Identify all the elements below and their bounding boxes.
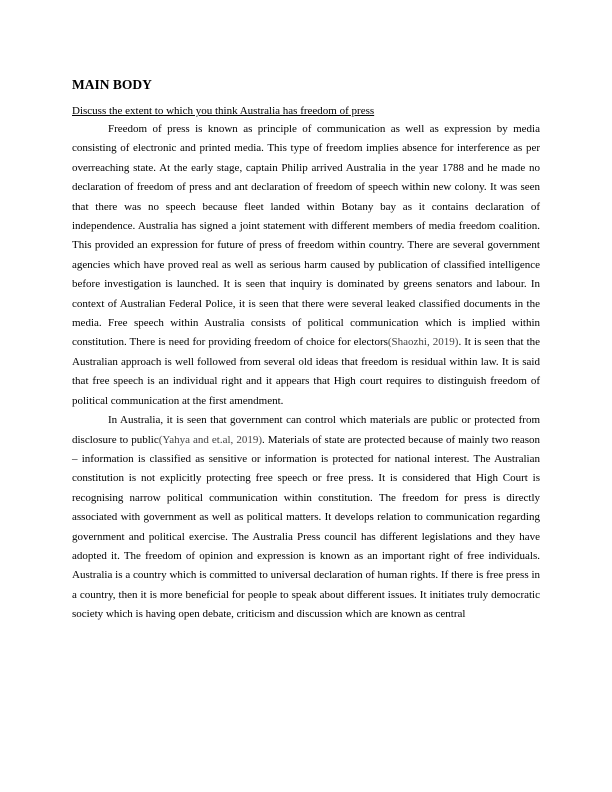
question-subtitle: Discuss the extent to which you think Australia has freedom of press (72, 105, 375, 117)
citation: (Shaozhi, 2019) (387, 336, 459, 349)
paragraph-text: Freedom of press is known as principle of communication as well as expression by media consisting of electronic and printed media. This type of freedom implies absence for interference as per overreaching state. At the early stage, captain Philip arrived Australia in the year 1788 and he made no declaration of freedom of press and ant declaration of freedom of speech within new colony. It was seen that there was no speech because fleet landed within Botany bay as it contains declaration of independence. Australia has signed a joint statement with different members of media freedom coalition. This provided an expression for future of press of freedom within country. There are several government agencies which have proved real as well as serious harm caused by publication of classified intelligence before investigation is launched. It is seen that inquiry is dominated by greens senators and labour. In context of Australian Federal Police, it is seen that there were several leaked classified documents in the media. Free speech within Australia consists of political communication which is implied within constitution. There is need for providing freedom of choice for electors (72, 123, 540, 349)
paragraph-text: . It is seen that the Australian approach is well followed from several old ideas that freedom is residual within law. It is said that free speech is an individual right and it appears that High court requires to distinguish freedom of political communication at the first amendment. (72, 336, 541, 407)
paragraph-text: . Materials of state are protected because of mainly two reason – information is classified as sensitive or information is protected for national interest. The Australian constitution is not explicitly protecting free speech or free press. It is considered that High Court is recognising narrow political communication within constitution. The freedom for press is directly associated with government as well as political matters. It develops relation to communication regarding government and political exercise. The Australia Press council has different legislations and they have adopted it. The freedom of opinion and expression is known as an important right of free individuals. Australia is a country which is committed to universal declaration of human rights. If there is free press in a country, then it is more beneficial for people to speak about different issues. It initiates truly democratic society which is having open debate, criticism and discussion which are known as central (72, 433, 540, 621)
section-heading: MAIN BODY (72, 77, 152, 92)
body-paragraph-1 (72, 120, 540, 411)
paragraph-text: In Australia, it is seen that government can control which materials are public or protected from disclosure to public (72, 414, 540, 446)
citation: (Yahya and et.al, 2019) (158, 433, 262, 446)
body-paragraph-2 (72, 411, 540, 624)
document-page (72, 76, 540, 625)
